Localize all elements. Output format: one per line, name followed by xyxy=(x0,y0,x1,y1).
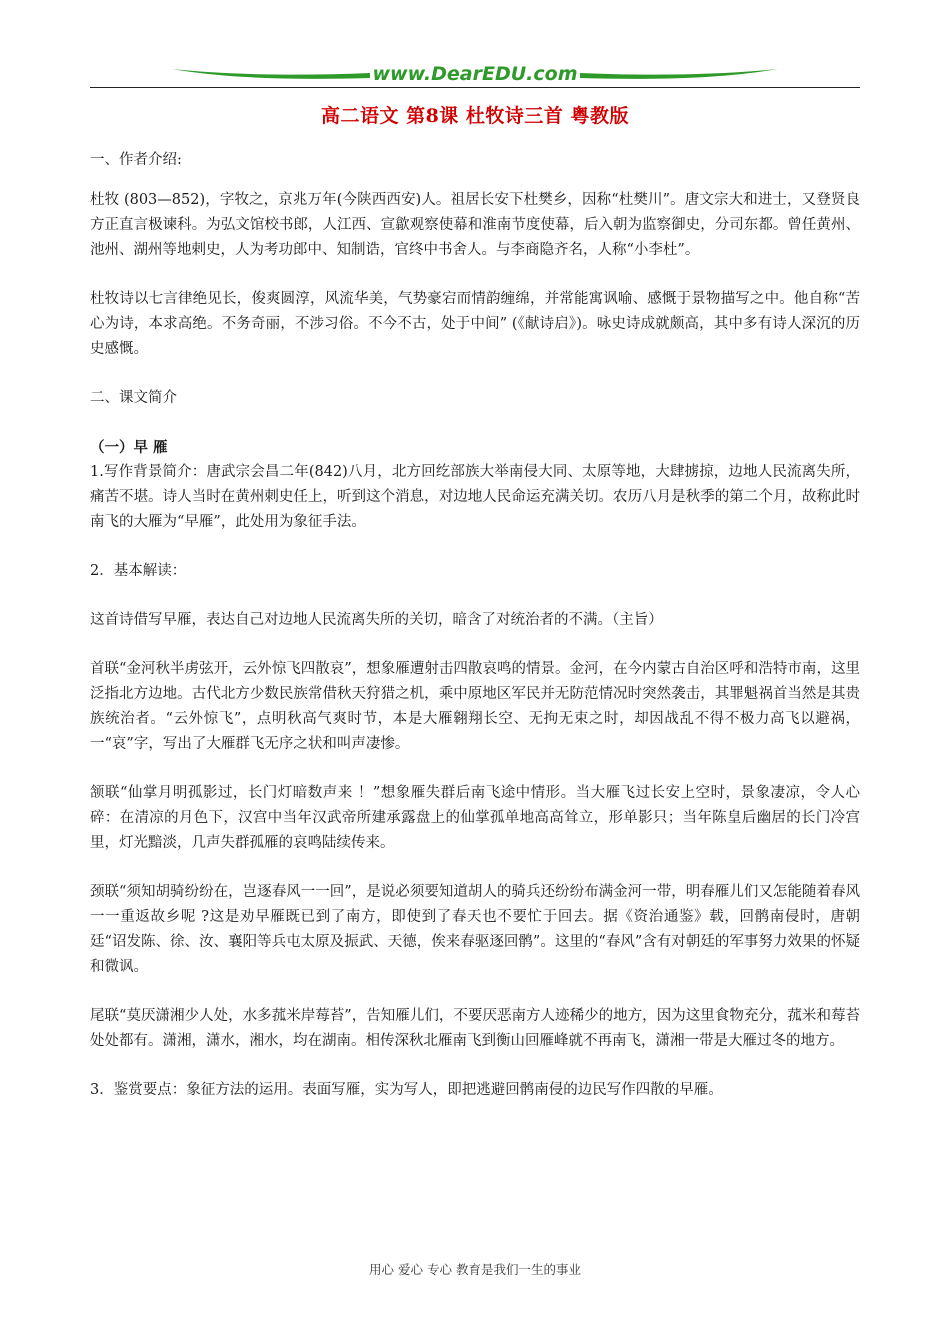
site-banner xyxy=(170,60,780,86)
banner-swoosh-right xyxy=(580,69,778,79)
paragraph: 颈联“须知胡骑纷纷在，岂逐春风一一回”，是说必须要知道胡人的骑兵还纷纷布满金河一带，明春雁儿们又怎能随着春风一一重返故乡呢 ?这是劝早雁既已到了南方，即使到了春天也不要忙于回去。据《资治通鉴》载，回鹘南侵时，唐朝廷“诏发陈、徐、汝、襄阳等兵屯太原及振武、天德，俟来春驱逐回鹘”。这里的“春风”含有对朝廷的军事努力效果的怀疑和微讽。 xyxy=(90,884,860,975)
paragraph: 颔联“仙掌月明孤影过，长门灯暗数声来 ！”想象雁失群后南飞途中情形。当大雁飞过长安上空时，景象凄凉，令人心碎：在清凉的月色下，汉宫中当年汉武帝所建承露盘上的仙掌孤单地高高耸立，形单影只；当年陈皇后幽居的长门冷宫里，灯光黯淡，几声失群孤雁的哀鸣陆续传来。 xyxy=(90,785,860,851)
section-heading: （一）早 雁 xyxy=(90,439,168,456)
document-body xyxy=(90,148,860,1103)
paragraph: 杜牧 (803—852)，字牧之，京兆万年(今陕西西安)人。祖居长安下杜樊乡，因称“杜樊川”。唐文宗大和进士，又登贤良方正直言极谏科。为弘文馆校书郎，人江西、宣歙观察使幕和淮南节度使幕，后入朝为监察御史，分司东都。曾任黄州、池州、湖州等地剌史，人为考功郎中、知制诰，官终中书舍人。与李商隐齐名，人称“小李杜”。 xyxy=(90,192,860,258)
paragraph: 这首诗借写早雁，表达自己对边地人民流离失所的关切，暗含了对统治者的不满。（主旨） xyxy=(90,612,663,628)
paragraph: 一、作者介绍: xyxy=(90,152,182,168)
site-name: www.DearEDU.com xyxy=(372,63,578,85)
paragraph: 2．基本解读： xyxy=(90,563,187,579)
page-footer: 用心 爱心 专心 教育是我们一生的事业 xyxy=(369,1262,581,1277)
paragraph: 首联“金河秋半虏弦开，云外惊飞四散哀”，想象雁遭射击四散哀鸣的情景。金河，在今内蒙古自治区呼和浩特市南，这里泛指北方边地。古代北方少数民族常借秋天狩猎之机，乘中原地区军民并无防范情况时突然袭击，其罪魁祸首当然是其贵族统治者。“云外惊飞”，点明秋高气爽时节，本是大雁翱翔长空、无拘无束之时，却因战乱不得不极力高飞以避祸，一“哀”字，写出了大雁群飞无序之状和叫声凄惨。 xyxy=(90,661,860,752)
banner-swoosh-left xyxy=(172,69,370,79)
paragraph: 尾联“莫厌潇湘少人处，水多菰米岸莓苔”，告知雁儿们，不要厌恶南方人迹稀少的地方，因为这里食物充分，菰米和莓苔处处都有。潇湘，潇水，湘水，均在湖南。相传深秋北雁南飞到衡山回雁峰就不再南飞，潇湘一带是大雁过冬的地方。 xyxy=(90,1008,860,1049)
paragraph: 二、课文简介 xyxy=(90,390,177,406)
paragraph: 1.写作背景简介：唐武宗会昌二年(842)八月，北方回纥部族大举南侵大同、太原等地，大肆掳掠，边地人民流离失所，痛苦不堪。诗人当时在黄州刺史任上，听到这个消息，对边地人民命运充满关切。农历八月是秋季的第二个月，故称此时南飞的大雁为“早雁”，此处用为象征手法。 xyxy=(90,464,860,530)
paragraph: 3．鉴赏要点：象征方法的运用。表面写雁，实为写人，即把逃避回鹘南侵的边民写作四散的早雁。 xyxy=(90,1082,723,1098)
paragraph: 杜牧诗以七言律绝见长，俊爽圆淳，风流华美，气势豪宕而情韵缠绵，并常能寓讽喻、感慨于景物描写之中。他自称“苦心为诗，本求高绝。不务奇丽，不涉习俗。不今不古，处于中间” (《献诗启》)。咏史诗成就颇高，其中多有诗人深沉的历史感慨。 xyxy=(90,291,860,357)
page-title: 高二语文 第8课 杜牧诗三首 粤教版 xyxy=(320,105,630,127)
header-rule xyxy=(90,87,860,88)
